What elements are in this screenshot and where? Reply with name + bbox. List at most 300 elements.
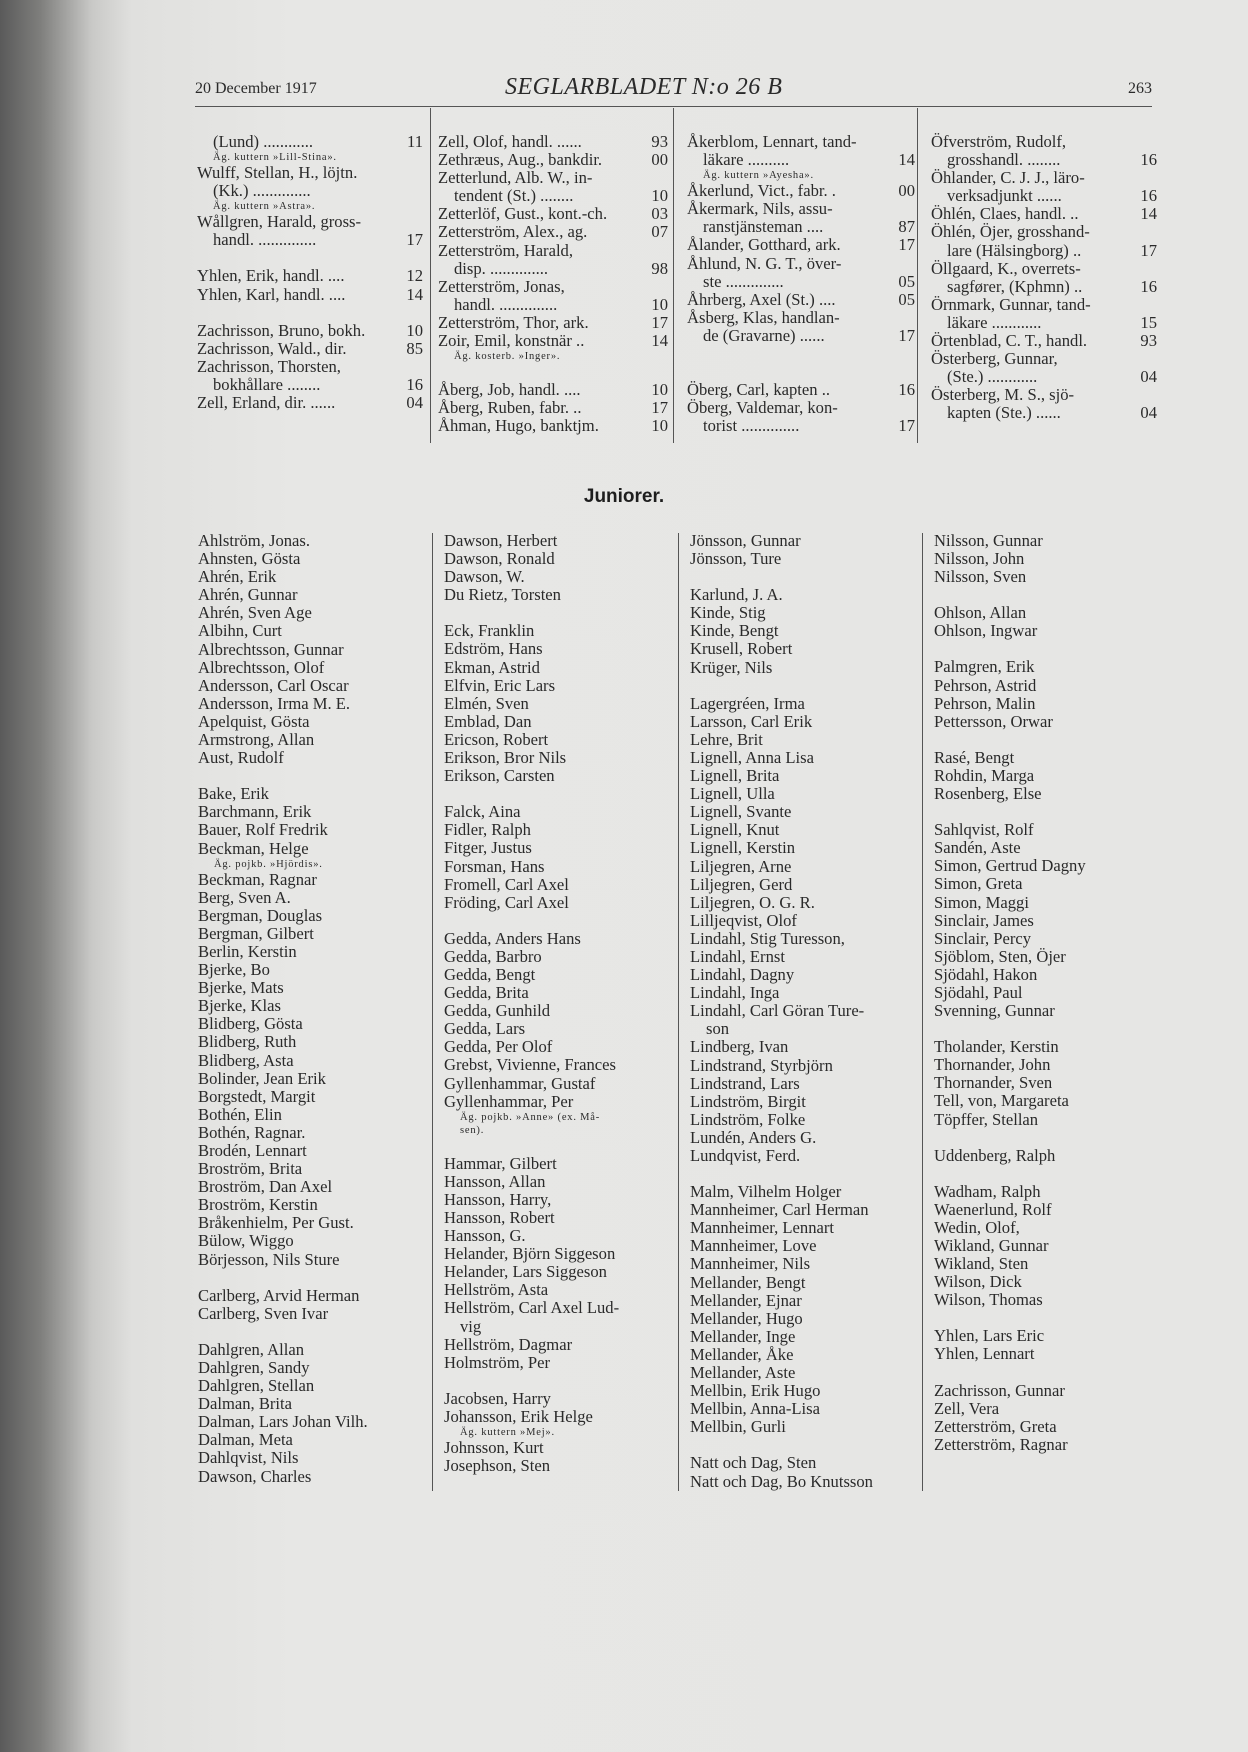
boat-note: Äg. pojkb. »Anne» (ex. Må-: [460, 1111, 601, 1123]
member-name: Åberg, Job, handl. ....: [438, 380, 581, 400]
spacer: [934, 1364, 1086, 1382]
junior-name: Lindström, Folke: [690, 1109, 806, 1129]
junior-name: Lindahl, Ernst: [690, 946, 785, 966]
junior-name: Ahrén, Gunnar: [198, 585, 298, 605]
junior-name: Mannheimer, Lennart: [690, 1218, 835, 1238]
junior-name: Apelquist, Gösta: [198, 711, 310, 731]
junior-name: Jönsson, Gunnar: [690, 531, 801, 550]
junior-name: Pettersson, Orwar: [934, 711, 1053, 731]
junior-name: Mellander, Bengt: [690, 1272, 806, 1292]
junior-name: Mellander, Aste: [690, 1363, 796, 1383]
spacer: [197, 304, 423, 322]
junior-name: Hansson, Harry,: [444, 1189, 552, 1209]
junior-name: Helander, Lars Siggeson: [444, 1262, 607, 1282]
junior-name: Broström, Dan Axel: [198, 1177, 333, 1197]
header-title: SEGLARBLADET N:o 26 B: [505, 74, 783, 100]
junior-name-continued: son: [706, 1019, 730, 1039]
junior-name: Bolinder, Jean Erik: [198, 1068, 326, 1088]
member-entry: [438, 332, 668, 350]
junior-name: Albrechtsson, Gunnar: [198, 639, 344, 659]
spacer: [934, 1020, 1086, 1038]
member-name: Zetterström, Jonas,: [438, 276, 565, 296]
junior-name: Lindahl, Inga: [690, 983, 780, 1003]
junior-name: Eck, Franklin: [444, 621, 535, 641]
member-name: Österberg, Gunnar,: [931, 349, 1058, 369]
member-entry: [438, 205, 668, 223]
member-name: sagfører, (Kphmn) ..: [947, 276, 1083, 296]
member-entry: [687, 200, 915, 218]
member-entry: [687, 218, 915, 236]
spacer: [687, 345, 915, 363]
member-year: 17: [898, 325, 915, 345]
junior-name: Erikson, Bror Nils: [444, 748, 567, 768]
junior-name: Bergman, Douglas: [198, 905, 323, 925]
member-year: 05: [898, 289, 915, 309]
junior-name: Hellström, Asta: [444, 1280, 549, 1300]
junior-name: Broström, Brita: [198, 1159, 303, 1179]
member-entry: [687, 236, 915, 254]
junior-name: Borgstedt, Margit: [198, 1086, 316, 1106]
junior-name: Zell, Vera: [934, 1398, 1000, 1418]
spacer: [690, 1165, 873, 1183]
column-divider: [917, 108, 918, 443]
spacer: [438, 363, 668, 381]
junior-name: Wadham, Ralph: [934, 1181, 1041, 1201]
junior-name: Lindstrand, Styrbjörn: [690, 1055, 833, 1075]
junior-name: Kinde, Bengt: [690, 621, 779, 641]
spacer: [444, 785, 619, 803]
junior-name: Wedin, Olof,: [934, 1217, 1020, 1237]
junior-name: Natt och Dag, Bo Knutsson: [690, 1471, 873, 1491]
member-entry: [931, 133, 1157, 151]
junior-name: Liljegren, Arne: [690, 856, 792, 876]
junior-name: Ahrén, Sven Age: [198, 603, 312, 623]
member-name: Zachrisson, Bruno, bokh.: [197, 320, 366, 340]
spacer: [444, 604, 619, 622]
member-name: Åhman, Hugo, banktjm.: [438, 416, 599, 436]
member-entry: [931, 350, 1157, 368]
junior-name: Dalman, Meta: [198, 1430, 293, 1450]
junior-name: Lehre, Brit: [690, 729, 763, 749]
junior-name: Liljegren, O. G. R.: [690, 892, 815, 912]
member-year: 10: [651, 186, 668, 206]
running-header: [195, 76, 1152, 104]
junior-name: Bake, Erik: [198, 784, 269, 804]
juniors-column-4: [934, 532, 1086, 1454]
member-name: Zethræus, Aug., bankdir.: [438, 150, 603, 170]
junior-name: Mellander, Ejnar: [690, 1290, 802, 1310]
junior-name: Krüger, Nils: [690, 657, 773, 677]
spacer: [690, 1436, 873, 1454]
junior-name: Gedda, Anders Hans: [444, 928, 581, 948]
junior-name: Holmström, Per: [444, 1352, 551, 1372]
member-entry: [687, 151, 915, 169]
member-entry: [197, 213, 423, 231]
spacer: [934, 803, 1086, 821]
member-name: Zetterlund, Alb. W., in-: [438, 168, 593, 188]
junior-name: Malm, Vilhelm Holger: [690, 1182, 842, 1202]
junior-name: Mellander, Åke: [690, 1344, 794, 1364]
junior-name: Brodén, Lennart: [198, 1141, 307, 1160]
member-year: 17: [898, 416, 915, 436]
spacer: [934, 640, 1086, 658]
junior-name: Sinclair, Percy: [934, 928, 1032, 948]
juniors-column-3: [690, 532, 873, 1491]
junior-name: Jacobsen, Harry: [444, 1388, 551, 1408]
junior-name: Dawson, W.: [444, 567, 525, 587]
member-year: 04: [1140, 367, 1157, 387]
junior-name: Nilsson, John: [934, 549, 1025, 569]
member-year: 16: [1140, 276, 1157, 296]
junior-name: Sjödahl, Hakon: [934, 964, 1038, 984]
spacer: [198, 1269, 368, 1287]
member-entry: [438, 223, 668, 241]
member-entry: [931, 278, 1157, 296]
junior-name: Falck, Aina: [444, 802, 521, 822]
junior-name: Gyllenhammar, Gustaf: [444, 1073, 596, 1093]
junior-name: Sandén, Aste: [934, 838, 1021, 858]
member-name: Zetterlöf, Gust., kont.-ch.: [438, 204, 608, 224]
junior-name-continued: vig: [460, 1316, 482, 1336]
junior-name: Tell, von, Margareta: [934, 1091, 1069, 1111]
junior-name: Zetterström, Ragnar: [934, 1434, 1068, 1454]
junior-name: Grebst, Vivienne, Frances: [444, 1055, 616, 1075]
junior-name: Gyllenhammar, Per: [444, 1091, 574, 1111]
member-entry: [931, 368, 1157, 386]
member-year: 04: [1140, 403, 1157, 423]
junior-name: Thornander, Sven: [934, 1073, 1053, 1093]
member-name: Yhlen, Karl, handl. ....: [197, 284, 346, 304]
spacer: [934, 1309, 1086, 1327]
member-entry: [931, 205, 1157, 223]
junior-name: Dalman, Brita: [198, 1394, 293, 1414]
junior-name: Thornander, John: [934, 1055, 1051, 1075]
member-entry: [438, 242, 668, 260]
column-divider: [432, 533, 433, 1491]
member-name: Zachrisson, Wald., dir.: [197, 338, 347, 358]
juniors-column-1: [198, 532, 368, 1486]
member-entry: [438, 417, 668, 435]
member-entry: [687, 327, 915, 345]
junior-name: Ahrén, Erik: [198, 567, 277, 587]
junior-name: Johnsson, Kurt: [444, 1438, 544, 1458]
spacer: [687, 363, 915, 381]
junior-name: Svenning, Gunnar: [934, 1001, 1055, 1021]
spacer: [197, 249, 423, 267]
junior-name: Jönsson, Ture: [690, 549, 782, 569]
junior-name: Carlberg, Sven Ivar: [198, 1303, 329, 1323]
junior-name: Dawson, Herbert: [444, 531, 558, 550]
junior-name: Sjödahl, Paul: [934, 982, 1023, 1002]
member-year: 16: [1140, 186, 1157, 206]
member-entry: [931, 404, 1157, 422]
junior-name: Hammar, Gilbert: [444, 1153, 557, 1173]
junior-name: Hellström, Carl Axel Lud-: [444, 1298, 620, 1318]
junior-name: Tholander, Kerstin: [934, 1037, 1059, 1057]
members-column-2: [438, 133, 668, 435]
member-entry: [931, 242, 1157, 260]
member-name: (Lund) ............: [213, 132, 314, 151]
member-name: Zoir, Emil, konstnär ..: [438, 331, 585, 351]
member-year: 10: [651, 380, 668, 400]
junior-name: Carlberg, Arvid Herman: [198, 1285, 360, 1305]
column-divider: [922, 533, 923, 1491]
column-divider: [678, 533, 679, 1491]
member-entry: [438, 151, 668, 169]
boat-note: Äg. pojkb. »Hjördis».: [214, 858, 323, 870]
member-name: grosshandl. ........: [947, 150, 1061, 170]
member-year: 14: [651, 331, 668, 351]
member-entry: [438, 314, 668, 332]
junior-name: Berg, Sven A.: [198, 887, 291, 907]
junior-name: Gedda, Brita: [444, 983, 529, 1003]
junior-name: Hansson, Robert: [444, 1208, 555, 1227]
junior-name: Simon, Maggi: [934, 892, 1029, 912]
junior-name: Karlund, J. A.: [690, 585, 783, 605]
member-entry: [438, 133, 668, 151]
junior-name: Palmgren, Erik: [934, 657, 1035, 677]
junior-name: Lignell, Knut: [690, 820, 780, 840]
member-year: 17: [406, 230, 423, 250]
member-name: Yhlen, Erik, handl. ....: [197, 266, 345, 286]
spacer: [690, 568, 873, 586]
junior-name: Du Rietz, Torsten: [444, 585, 561, 605]
member-name: de (Gravarne) ......: [703, 325, 825, 345]
member-name: Åkermark, Nils, assu-: [687, 199, 833, 219]
junior-name: Andersson, Carl Oscar: [198, 675, 349, 695]
member-entry: [687, 273, 915, 291]
member-name: verksadjunkt ......: [947, 186, 1062, 206]
boat-note: Äg. kuttern »Lill-Stina».: [213, 152, 337, 164]
member-name: Öllgaard, K., overrets-: [931, 258, 1081, 278]
member-name: Wulff, Stellan, H., löjtn.: [197, 163, 358, 183]
boat-note: Äg. kuttern »Ayesha».: [703, 170, 814, 182]
member-name: (Kk.) ..............: [213, 181, 311, 201]
member-year: 93: [651, 132, 668, 151]
member-name: Öberg, Valdemar, kon-: [687, 398, 838, 418]
junior-name: Bothén, Elin: [198, 1104, 282, 1124]
members-column-1: [197, 133, 423, 412]
member-year: 16: [406, 374, 423, 394]
member-name: Åkerlund, Vict., fabr. .: [687, 181, 836, 201]
member-name: Öberg, Carl, kapten ..: [687, 380, 831, 400]
member-entry: [197, 267, 423, 285]
member-name: Zetterström, Harald,: [438, 240, 574, 260]
junior-name: Dahlgren, Stellan: [198, 1376, 315, 1396]
junior-name: Fidler, Ralph: [444, 820, 531, 840]
member-name: Zell, Erland, dir. ......: [197, 393, 336, 413]
junior-name: Uddenberg, Ralph: [934, 1145, 1056, 1165]
member-year: 87: [898, 217, 915, 237]
junior-name: Elfvin, Eric Lars: [444, 675, 556, 695]
member-year: 03: [651, 204, 668, 224]
member-name: Örtenblad, C. T., handl.: [931, 331, 1088, 351]
page-binding: [0, 0, 92, 1752]
member-name: Zachrisson, Thorsten,: [197, 356, 341, 376]
member-entry: [197, 231, 423, 249]
junior-name: Beckman, Helge: [198, 838, 309, 858]
junior-name: Ericson, Robert: [444, 729, 549, 749]
member-entry: [687, 399, 915, 417]
spacer: [444, 1372, 619, 1390]
member-entry: [197, 286, 423, 304]
member-entry: [197, 394, 423, 412]
junior-name: Gedda, Barbro: [444, 946, 542, 966]
member-entry: [687, 381, 915, 399]
junior-name: Gedda, Bengt: [444, 964, 536, 984]
junior-name: Lagergréen, Irma: [690, 693, 805, 713]
member-year: 10: [406, 320, 423, 340]
junior-name: Lignell, Brita: [690, 766, 780, 786]
member-name: ranstjänsteman ....: [703, 217, 824, 237]
member-entry: [931, 386, 1157, 404]
junior-name: Rosenberg, Else: [934, 784, 1042, 804]
member-entry: [197, 164, 423, 182]
member-year: 14: [1140, 204, 1157, 224]
junior-name: Mannheimer, Nils: [690, 1254, 811, 1274]
member-entry: [687, 309, 915, 327]
junior-name: Berlin, Kerstin: [198, 941, 297, 961]
junior-name: Liljegren, Gerd: [690, 874, 793, 894]
boat-note: Äg. kosterb. »Inger».: [454, 351, 561, 363]
member-entry: [197, 133, 423, 151]
junior-name: Börjesson, Nils Sture: [198, 1249, 340, 1269]
junior-name: Mellbin, Gurli: [690, 1417, 786, 1437]
junior-name: Aust, Rudolf: [198, 748, 284, 768]
junior-name: Hellström, Dagmar: [444, 1334, 573, 1354]
junior-name: Lindström, Birgit: [690, 1091, 806, 1111]
junior-name: Emblad, Dan: [444, 711, 532, 731]
member-entry: [197, 322, 423, 340]
junior-name: Wikland, Sten: [934, 1254, 1029, 1274]
junior-name: Beckman, Ragnar: [198, 869, 317, 889]
junior-name: Edström, Hans: [444, 639, 543, 659]
junior-name: Sinclair, James: [934, 910, 1034, 930]
member-entry: [687, 291, 915, 309]
member-entry: [687, 182, 915, 200]
member-entry: [438, 260, 668, 278]
junior-name: Lignell, Ulla: [690, 784, 775, 804]
junior-name: Gedda, Lars: [444, 1019, 526, 1039]
junior-name: Lundqvist, Ferd.: [690, 1146, 801, 1165]
member-year: 11: [407, 132, 423, 151]
junior-name: Bråkenhielm, Per Gust.: [198, 1213, 354, 1233]
member-name: Wållgren, Harald, gross-: [197, 212, 362, 232]
member-year: 05: [898, 271, 915, 291]
junior-name: Rohdin, Marga: [934, 765, 1035, 785]
member-entry: [197, 340, 423, 358]
member-year: 14: [406, 284, 423, 304]
spacer: [444, 1137, 619, 1155]
member-name: Öfverström, Rudolf,: [931, 132, 1067, 151]
member-name: tendent (St.) ........: [454, 186, 574, 206]
junior-name: Wikland, Gunnar: [934, 1236, 1049, 1255]
member-year: 16: [1140, 150, 1157, 170]
junior-name: Lignell, Kerstin: [690, 838, 796, 858]
junior-name: Lindstrand, Lars: [690, 1073, 800, 1093]
spacer: [934, 586, 1086, 604]
junior-name: Ahnsten, Gösta: [198, 549, 301, 569]
member-entry: [931, 332, 1157, 350]
junior-name: Fitger, Justus: [444, 838, 532, 858]
member-entry: [197, 376, 423, 394]
member-year: 00: [898, 181, 915, 201]
junior-name: Pehrson, Malin: [934, 693, 1036, 713]
members-column-4: [931, 133, 1157, 423]
junior-name: Nilsson, Gunnar: [934, 531, 1043, 550]
member-entry: [197, 182, 423, 200]
member-year: 17: [651, 312, 668, 332]
member-name: torist ..............: [703, 416, 800, 436]
junior-name: Larsson, Carl Erik: [690, 711, 813, 731]
junior-name: Ahlström, Jonas.: [198, 531, 311, 550]
member-year: 17: [898, 235, 915, 255]
member-name: Öhlander, C. J. J., läro-: [931, 168, 1085, 188]
junior-name: Ohlson, Ingwar: [934, 621, 1038, 641]
member-year: 85: [406, 338, 423, 358]
junior-name: Erikson, Carsten: [444, 766, 555, 786]
member-entry: [931, 187, 1157, 205]
junior-name: Fromell, Carl Axel: [444, 874, 569, 894]
spacer: [934, 1165, 1086, 1183]
member-name: Åhrberg, Axel (St.) ....: [687, 289, 836, 309]
member-entry: [687, 133, 915, 151]
member-name: disp. ..............: [454, 258, 549, 278]
junior-name: Gedda, Gunhild: [444, 1001, 550, 1021]
junior-name: Hansson, Allan: [444, 1171, 546, 1191]
junior-name: Sahlqvist, Rolf: [934, 820, 1034, 840]
member-entry: [438, 296, 668, 314]
member-year: 93: [1140, 331, 1157, 351]
member-name: Åhlund, N. G. T., över-: [687, 253, 842, 273]
member-year: 04: [406, 393, 423, 413]
junior-name: Dawson, Ronald: [444, 549, 555, 569]
spacer: [934, 1129, 1086, 1147]
member-entry: [931, 151, 1157, 169]
junior-name: Dahlgren, Allan: [198, 1339, 304, 1359]
junior-name: Bjerke, Mats: [198, 978, 284, 998]
member-year: 12: [406, 266, 423, 286]
page-number: 263: [1128, 80, 1152, 97]
spacer: [934, 731, 1086, 749]
junior-name: Albrechtsson, Olof: [198, 657, 325, 677]
junior-name: Wilson, Dick: [934, 1272, 1022, 1292]
member-name: ste ..............: [703, 271, 784, 291]
junior-name: Rasé, Bengt: [934, 747, 1015, 767]
member-name: Zetterström, Alex., ag.: [438, 222, 588, 242]
junior-name: Dahlqvist, Nils: [198, 1448, 299, 1468]
junior-name: Josephson, Sten: [444, 1456, 551, 1476]
header-rule: [195, 106, 1152, 107]
member-entry: [438, 187, 668, 205]
junior-name: Lignell, Anna Lisa: [690, 747, 814, 767]
junior-name: Dawson, Charles: [198, 1466, 312, 1486]
junior-name: Sjöblom, Sten, Öjer: [934, 946, 1066, 966]
member-name: Åkerblom, Lennart, tand-: [687, 132, 857, 151]
column-divider: [673, 108, 674, 443]
member-name: läkare ............: [947, 312, 1042, 332]
junior-name: Lindahl, Stig Turesson,: [690, 928, 845, 948]
members-column-3: [687, 133, 915, 435]
member-entry: [197, 358, 423, 376]
junior-name: Bjerke, Bo: [198, 960, 270, 980]
member-name: Zell, Olof, handl. ......: [438, 132, 582, 151]
member-year: 00: [651, 150, 668, 170]
member-entry: [931, 223, 1157, 241]
member-entry: [931, 260, 1157, 278]
junior-name: Töpffer, Stellan: [934, 1109, 1039, 1129]
member-name: (Ste.) ............: [947, 367, 1038, 387]
